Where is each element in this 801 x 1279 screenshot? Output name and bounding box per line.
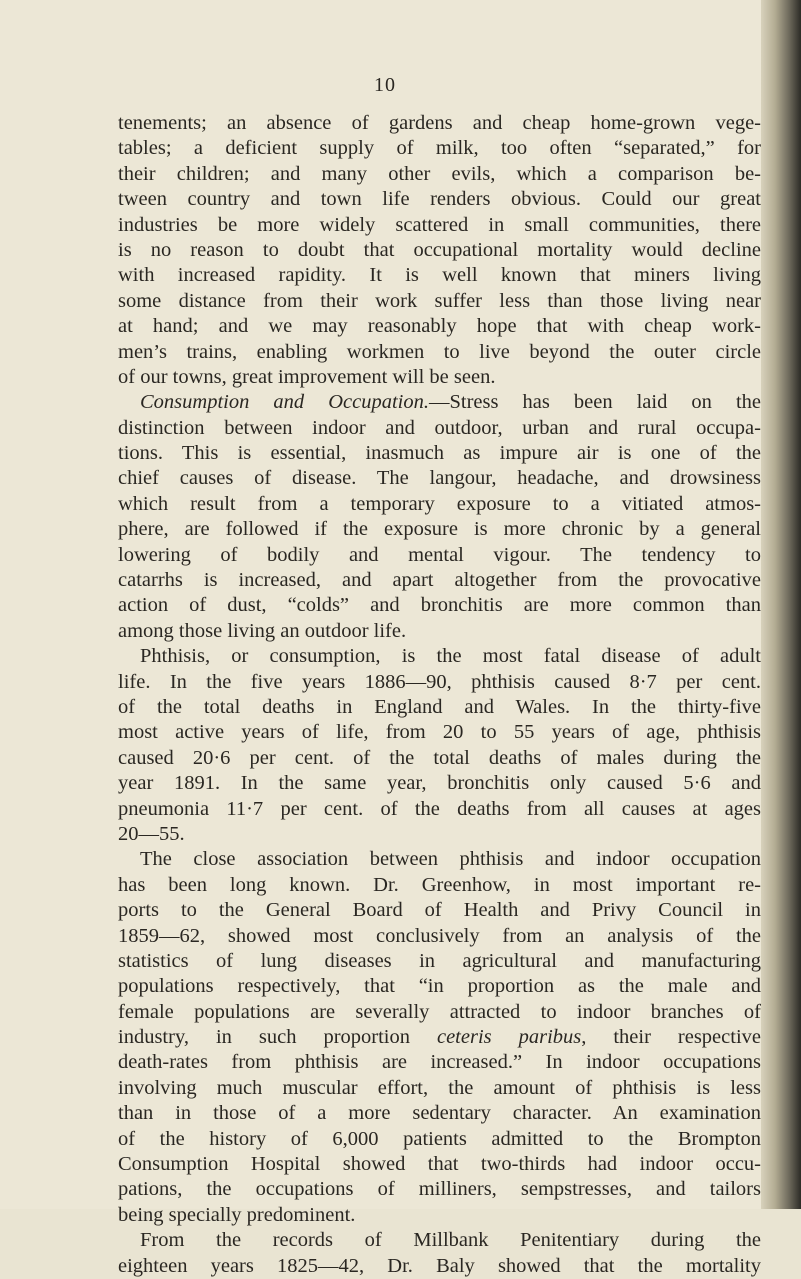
text-line (118, 1127, 761, 1152)
line-text: pations, the occupations of milliners, sempstresses, and tailors (118, 1178, 761, 1201)
text-line (118, 289, 761, 314)
text-line (118, 593, 761, 618)
line-text: being specially predominent. (118, 1203, 356, 1226)
text-line (118, 1000, 761, 1025)
text-line (118, 822, 761, 847)
text-line (118, 1203, 761, 1228)
text-line (118, 238, 761, 263)
text-line (118, 492, 761, 517)
line-text: chief causes of disease. The langour, headache, and drowsiness (118, 467, 761, 490)
line-text: death-rates from phthisis are increased.” In indoor occupations (118, 1051, 761, 1074)
line-text: eighteen years 1825—42, Dr. Baly showed that the mortality (118, 1254, 761, 1277)
line-text: life. In the five years 1886—90, phthisis caused 8·7 per cent. (118, 670, 761, 693)
text-line (118, 873, 761, 898)
line-text: tenements; an absence of gardens and cheap home-grown vege- (118, 112, 761, 134)
text-line (118, 949, 761, 974)
text-line (118, 924, 761, 949)
text-line (118, 644, 761, 669)
text-line (118, 314, 761, 339)
text-line (118, 619, 761, 644)
text-line (118, 1254, 761, 1279)
line-text: of our towns, great improvement will be seen. (118, 365, 496, 388)
line-text: of the total deaths in England and Wales. In the thirty-five (118, 695, 761, 718)
text-line (118, 543, 761, 568)
text-line (118, 1101, 761, 1126)
line-text: catarrhs is increased, and apart altogether from the provocative (118, 569, 761, 592)
text-line (118, 898, 761, 923)
page-number: 10 (374, 74, 396, 96)
text-line (118, 771, 761, 796)
line-text: tables; a deficient supply of milk, too often “separated,” for (118, 137, 761, 160)
text-line (118, 1076, 761, 1101)
line-text: —Stress has been laid on the (428, 391, 761, 414)
line-text: pneumonia 11·7 per cent. of the deaths from all causes at ages (118, 797, 761, 820)
line-text: year 1891. In the same year, bronchitis only caused 5·6 and (118, 772, 761, 795)
text-line (118, 187, 761, 212)
line-text: involving much muscular effort, the amount of phthisis is less (118, 1076, 761, 1099)
text-line (118, 1050, 761, 1075)
line-text: than in those of a more sedentary character. An examination (118, 1102, 761, 1125)
line-text: ports to the General Board of Health and Privy Council in (118, 899, 761, 922)
body-text (118, 111, 761, 1279)
text-line (118, 390, 761, 415)
line-text: Consumption Hospital showed that two-thirds had indoor occu- (118, 1153, 761, 1176)
text-line (118, 1228, 761, 1253)
line-text: phere, are followed if the exposure is more chronic by a general (118, 518, 761, 541)
text-line (118, 1152, 761, 1177)
line-text: at hand; and we may reasonably hope that with cheap work- (118, 315, 761, 338)
text-line (118, 847, 761, 872)
line-text: caused 20·6 per cent. of the total deaths of males during the (118, 746, 761, 769)
line-text: with increased rapidity. It is well known that miners living (118, 264, 761, 287)
text-line (118, 797, 761, 822)
line-text: 20—55. (118, 822, 185, 845)
text-line (118, 136, 761, 161)
line-text: among those living an outdoor life. (118, 619, 407, 642)
line-text: most active years of life, from 20 to 55 years of age, phthisis (118, 721, 761, 744)
italic-phrase: ceteris paribus (436, 1026, 582, 1049)
text-line (118, 365, 761, 390)
text-line (118, 517, 761, 542)
line-text: men’s trains, enabling workmen to live beyond the outer circle (118, 340, 761, 363)
line-text: some distance from their work suffer less than those living near (118, 289, 761, 312)
text-line (118, 568, 761, 593)
line-text: tions. This is essential, inasmuch as impure air is one of the (118, 442, 761, 465)
line-text: , their respective (581, 1026, 761, 1049)
line-text: which result from a temporary exposure to a vitiated atmos- (118, 492, 761, 515)
section-heading: Consumption and Occupation. (140, 391, 429, 414)
page-binding-shadow (761, 0, 801, 1209)
text-line (118, 213, 761, 238)
text-line (118, 1177, 761, 1202)
text-line (118, 162, 761, 187)
text-line (118, 720, 761, 745)
text-line (118, 441, 761, 466)
line-text: industry, in such proportion (118, 1026, 437, 1049)
line-text: tween country and town life renders obvious. Could our great (118, 188, 761, 211)
line-text: statistics of lung diseases in agricultural and manufacturing (118, 949, 761, 972)
text-line (118, 974, 761, 999)
line-text: action of dust, “colds” and bronchitis are more common than (118, 594, 761, 617)
text-line (118, 340, 761, 365)
line-text: has been long known. Dr. Greenhow, in most important re- (118, 873, 761, 896)
line-text: populations respectively, that “in proportion as the male and (118, 975, 761, 998)
text-line (118, 263, 761, 288)
line-text: is no reason to doubt that occupational mortality would decline (118, 238, 761, 261)
line-text: Phthisis, or consumption, is the most fatal disease of adult (140, 645, 761, 668)
line-text: female populations are severally attracted to indoor branches of (118, 1000, 761, 1023)
line-text: of the history of 6,000 patients admitted to the Brompton (118, 1127, 761, 1150)
text-line (118, 746, 761, 771)
text-line (118, 111, 761, 136)
line-text: industries be more widely scattered in small communities, there (118, 213, 761, 236)
text-line (118, 1025, 761, 1050)
text-line (118, 670, 761, 695)
line-text: From the records of Millbank Penitentiary during the (140, 1229, 761, 1252)
line-text: their children; and many other evils, which a comparison be- (118, 162, 761, 185)
text-line (118, 416, 761, 441)
line-text: distinction between indoor and outdoor, urban and rural occupa- (118, 416, 761, 439)
text-line (118, 466, 761, 491)
line-text: 1859—62, showed most conclusively from an analysis of the (118, 924, 761, 947)
line-text: lowering of bodily and mental vigour. The tendency to (118, 543, 761, 566)
line-text: The close association between phthisis and indoor occupation (140, 848, 761, 871)
text-line (118, 695, 761, 720)
